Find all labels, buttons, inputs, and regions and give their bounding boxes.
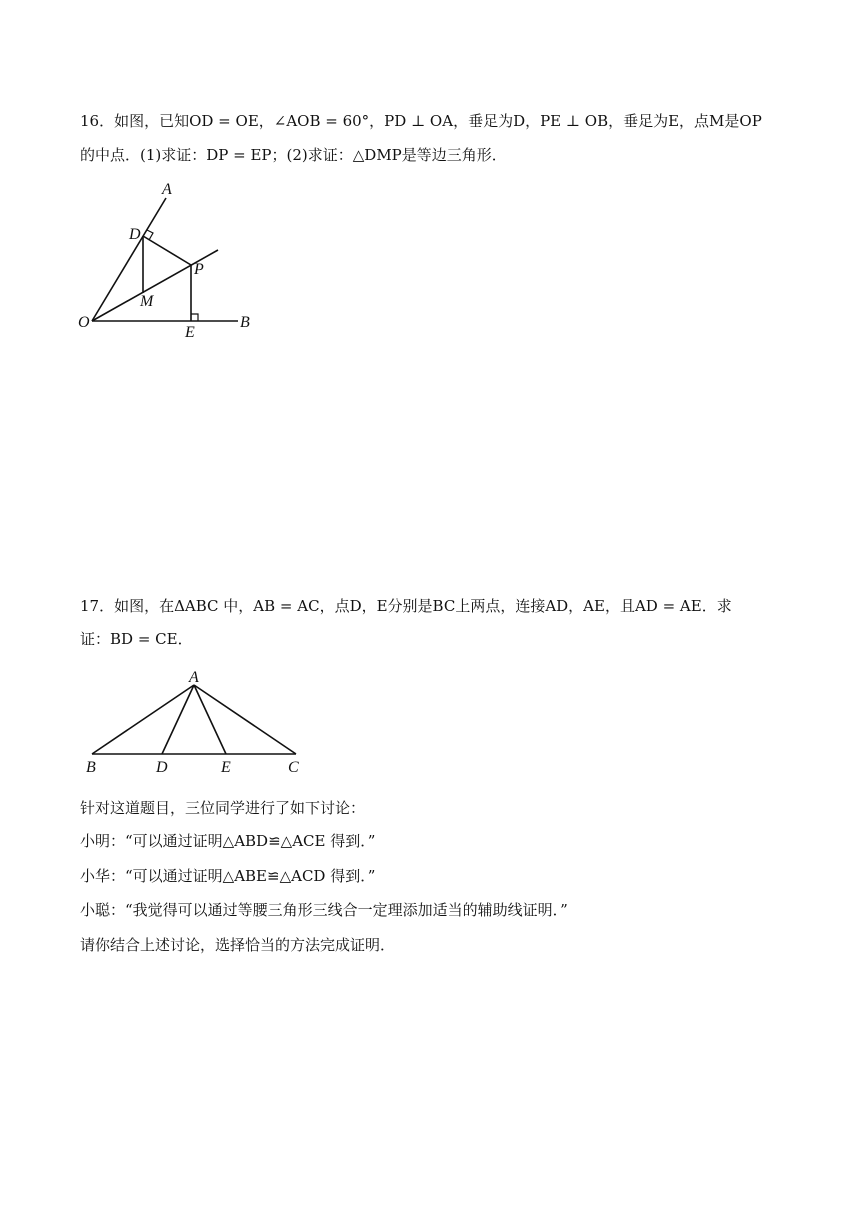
label-e: E — [221, 759, 231, 776]
q16-text-line1: 16．如图，已知OD = OE，∠AOB = 60°，PD ⊥ OA，垂足为D，PE ⊥ OB，垂足为E，点M是OP — [80, 112, 762, 130]
label-c: C — [288, 759, 299, 776]
right-angle-e — [191, 314, 198, 321]
ray-oa — [92, 198, 166, 321]
label-b: B — [86, 759, 96, 776]
q17-text-line1: 17．如图，在ΔABC 中，AB = AC，点D，E分别是BC上两点，连接AD，AE，且AD = AE．求 — [80, 597, 732, 615]
label-e: E — [185, 324, 195, 341]
label-o: O — [78, 314, 90, 331]
label-m: M — [140, 293, 154, 310]
label-d: D — [129, 226, 141, 243]
label-d: D — [156, 759, 168, 776]
q17-xiaoming: 小明：“可以通过证明△ABD≌△ACE 得到．” — [80, 832, 376, 850]
q17-figure — [80, 665, 310, 780]
label-p: P — [194, 261, 204, 278]
q17-discussion-intro: 针对这道题目，三位同学进行了如下讨论： — [80, 799, 366, 817]
segment-dp — [143, 236, 191, 265]
label-a: A — [189, 669, 199, 686]
q17-text-line2: 证：BD = CE． — [80, 630, 193, 648]
q16-text-line2: 的中点．(1)求证：DP = EP；(2)求证：△DMP是等边三角形． — [80, 146, 507, 164]
label-b: B — [240, 314, 250, 331]
label-a: A — [162, 181, 172, 198]
q17-xiaohua: 小华：“可以通过证明△ABE≌△ACD 得到．” — [80, 867, 376, 885]
q16-figure — [70, 178, 270, 343]
q17-xiaocong: 小聪：“我觉得可以通过等腰三角形三线合一定理添加适当的辅助线证明．” — [80, 901, 568, 919]
q17-instruction: 请你结合上述讨论，选择恰当的方法完成证明． — [80, 936, 396, 954]
